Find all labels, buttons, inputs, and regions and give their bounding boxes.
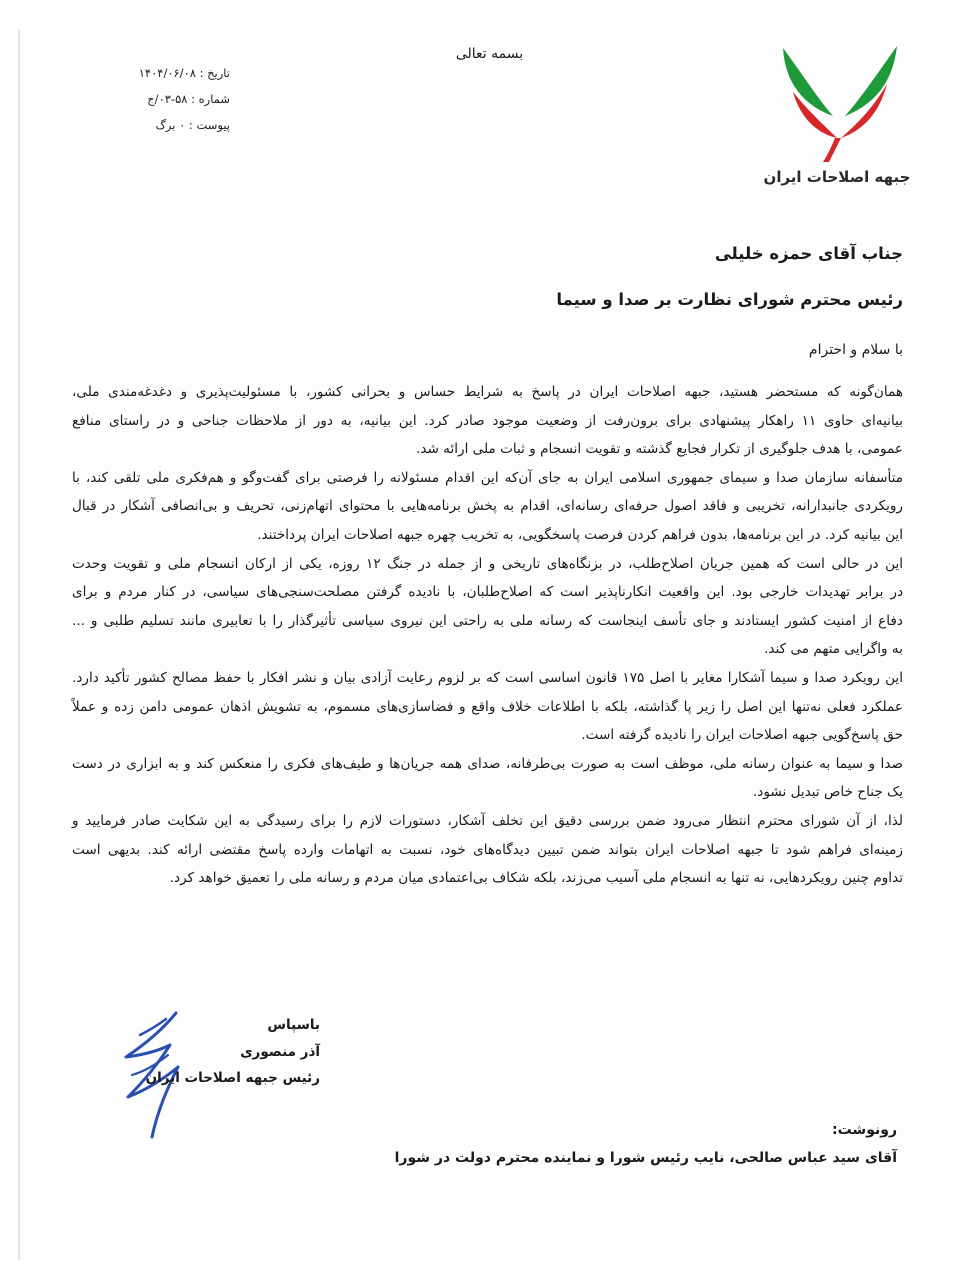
- body-line: این در حالی است که همین جریان اصلاح‌طلب، در بزنگاه‌های تاریخی و از جمله در جنگ ۱۲ روزه، یکی از ارکان انسجام ملی و تقویت وحدت: [72, 555, 904, 572]
- body-line: همان‌گونه که مستحضر هستید، جبهه اصلاحات ایران در پاسخ به شرایط حساس و بحرانی کشور، با مسئولیت‌پذیری و دغدغه‌مندی ملی،: [72, 384, 903, 400]
- cc-recipient: آقای سید عباس صالحی، نایب رئیس شورا و نماینده محترم دولت در شورا: [394, 1150, 897, 1166]
- body-line: این رویکرد صدا و سیما آشکارا مغایر با اصل ۱۷۵ قانون اساسی است که بر لزوم رعایت آزادی بیان و نشر افکار با حفظ مصالح کشور تأکید دارد.: [72, 669, 903, 686]
- body-line: رویکردی جانبدارانه، تخریبی و فاقد اصول حرفه‌ای رسانه‌ای، اقدام به پخش برنامه‌هایی با محتوای اتهام‌زنی، تحریف و بی‌انصافی آشکار در قبال: [72, 498, 903, 515]
- body-line: در برابر تهدیدات خارجی بود. این واقعیت انکارناپذیر است که اصلاح‌طلبان، با نادیده گرفتن مصلحت‌سنجی‌های سیاسی، در کنار مردم و برای: [72, 584, 903, 601]
- greeting: با سلام و احترام: [808, 342, 903, 358]
- letter-date: تاریخ : ۱۴۰۴/۰۶/۰۸: [138, 66, 230, 80]
- body-line: حق پاسخ‌گویی جبهه اصلاحات ایران را نادیده گرفته است.: [581, 727, 903, 744]
- bismillah-heading: بسمه تعالی: [455, 46, 524, 62]
- body-line: عمومی، با هدف جلوگیری از تکرار فجایع گذشته و تقویت انسجام و ثبات ملی ارائه شد.: [416, 441, 903, 458]
- closing-thanks: باسپاس: [267, 1017, 320, 1033]
- closing-block: [120, 1012, 320, 1092]
- letter-attachment: پیوست : ۰ برگ: [155, 118, 230, 132]
- addressee-title: رئیس محترم شورای نظارت بر صدا و سیما: [556, 290, 903, 309]
- body-line: دفاع از امنیت کشور ایستادند و جای تأسف اینجاست که رسانه ملی به راحتی این نیروی سیاسی تأثیرگذار را با تعابیری مانند تسلیم طلبی و ...: [72, 612, 903, 629]
- body-line: متأسفانه سازمان صدا و سیمای جمهوری اسلامی ایران به جای آن‌که این اقدام مسئولانه را فرصتی برای گفت‌وگو و هم‌فکری ملی تلقی کند، با: [72, 469, 903, 486]
- letter-number: شماره : ۵۸-۰۳/ج: [147, 92, 230, 106]
- logo-wordmark: جبهه اصلاحات ایران: [763, 168, 911, 186]
- body-line: بیانیه‌ای حاوی ۱۱ راهکار پیشنهادی برای برون‌رفت از وضعیت موجود صادر کرد. این بیانیه، به دور از ملاحظات جناحی و در راستای منافع: [72, 412, 903, 429]
- letter-body: [72, 378, 903, 893]
- addressee-name: جناب آقای حمزه خلیلی: [714, 244, 903, 263]
- body-line: زمینه‌ای فراهم شود تا جبهه اصلاحات ایران بتواند ضمن تبیین دیدگاه‌های خود، نسبت به اتهامات وارده پاسخ مقتضی ارائه کند. بدیهی است: [72, 841, 903, 858]
- body-line: یک جناح خاص تبدیل نشود.: [752, 784, 903, 801]
- reform-front-logo: [763, 44, 911, 194]
- letter-metadata: [60, 60, 230, 138]
- body-line: لذا، از آن شورای محترم انتظار می‌رود ضمن بررسی دقیق این تخلف آشکار، دستورات لازم را برای رسیدگی به این شکایت صادر فرمایید و: [72, 812, 903, 829]
- body-line: صدا و سیما به عنوان رسانه ملی، موظف است به صورت بی‌طرفانه، صدای همه جریان‌ها و طیف‌های فکری را منعکس کند و به ابزاری در دست: [72, 755, 903, 772]
- body-line: این بیانیه کرد. در این برنامه‌ها، بدون فراهم کردن فرصت پاسخگویی، به تخریب چهره جبهه اصلاحات ایران پرداختند.: [257, 526, 903, 543]
- cc-label: رونوشت:: [832, 1122, 897, 1138]
- signer-name: آذر منصوری: [240, 1043, 320, 1060]
- signer-title: رئیس جبهه اصلاحات ایران: [145, 1070, 320, 1086]
- body-line: عملکرد فعلی نه‌تنها این اصل را زیر پا گذاشته، بلکه با اطلاعات خلاف واقع و فضاسازی‌های مسموم، به تشویش اذهان عمومی دامن زده و عملاً: [72, 698, 903, 715]
- page-edge-shadow: [18, 30, 20, 1260]
- body-line: تداوم چنین رویکردهایی، نه تنها به انسجام ملی آسیب می‌زند، بلکه شکاف بی‌اعتمادی میان مردم و رسانه ملی را تعمیق خواهد کرد.: [169, 870, 903, 887]
- body-line: به واگرایی متهم می کند.: [764, 641, 903, 658]
